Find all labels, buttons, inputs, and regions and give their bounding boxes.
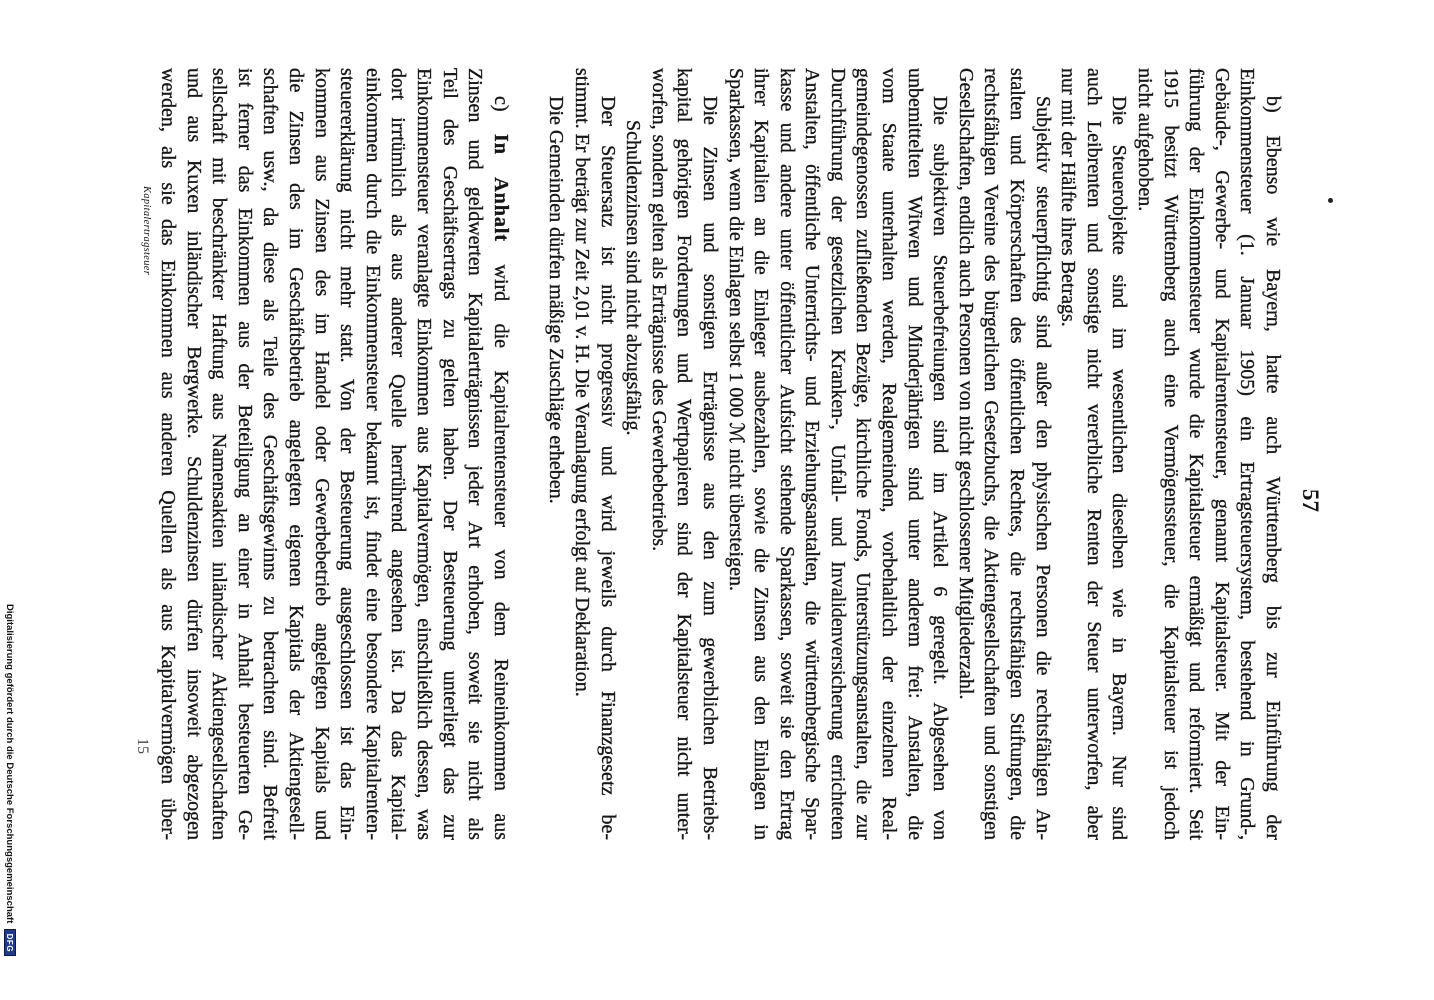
funding-note-text: Digitalisierung gefördert durch die Deutsche Forschungsgemeinschaft <box>4 604 15 924</box>
text-section <box>154 68 512 840</box>
text-line: Teil des Geschäftsertrags zu gelten haben. Der Besteuerung unterliegt das zur <box>438 68 461 840</box>
text-line: kommen aus Zinsen des im Handel oder Gewerbebetrieb angelegten Kapitals und <box>310 68 333 840</box>
text-line: Anstalten, öffentliche Unterrichts- und Erziehungsanstalten, die württembergische Spar- <box>801 68 824 840</box>
paragraph <box>722 68 952 840</box>
paragraph <box>154 68 512 840</box>
text-line: rechtsfähigen Vereine des bürgerlichen Gesetzbuchs, die Aktiengesellschaften und sonstigen <box>980 68 1003 840</box>
text-line: stalten und Körperschaften des öffentlichen Rechtes, die rechtsfähigen Stiftungen, die <box>1006 68 1029 840</box>
paragraph <box>568 68 619 840</box>
footer-page-number: 15 <box>134 738 151 754</box>
text-line: Einkommensteuer (1. Januar 1905) ein Ertragsteuersystem, bestehend in Grund-, <box>1236 68 1259 840</box>
text-segment: wird die Kapitalrentensteuer von dem Reineinkommen aus <box>489 242 512 841</box>
text-line: unbemittelten Witwen und Minderjährigen sind unter anderem frei: Anstalten, die <box>903 68 926 840</box>
text-line: Gebäude-, Gewerbe- und Kapitalrentensteuer, genannt Kapitalsteuer. Mit der Ein- <box>1210 68 1233 840</box>
funding-note <box>2 604 16 956</box>
text-line: Einkommensteuer veranlagte Einkommen aus Kapitalvermögen, einschließlich dessen, was <box>413 68 435 840</box>
text-line: dort irrtümlich als aus anderer Quelle herrührend angesehen ist. Da das Kapital- <box>387 68 410 840</box>
paragraph <box>543 68 569 840</box>
text-line: Subjektiv steuerpflichtig sind außer den physischen Personen die rechtsfähigen An- <box>1031 96 1054 840</box>
text-line: 1915 besitzt Württemberg auch eine Vermögenssteuer, die Kapitalsteuer ist jedoch <box>1159 68 1182 840</box>
text-line: kapital gehörigen Forderungen und Wertpapieren sind der Kapitalsteuer nicht unter- <box>673 68 696 840</box>
text-line: Die subjektiven Steuerbefreiungen sind im Artikel 6 geregelt. Abgesehen von <box>929 96 952 840</box>
text-line: werden, als sie das Einkommen aus anderen Quellen als aus Kapitalvermögen über- <box>157 68 180 840</box>
text-line: worfen, sondern gelten als Erträgnisse des Gewerbebetriebs. <box>647 68 670 552</box>
text-line: Durchführung der gesetzlichen Kranken-, Unfall- und Invalidenversicherung errichteten <box>826 68 849 840</box>
text-line: Die Zinsen und sonstigen Erträgnisse aus den zum gewerblichen Betriebs- <box>698 96 721 840</box>
text-line: Der Steuersatz ist nicht progressiv und wird jeweils durch Finanzgesetz be- <box>596 96 619 840</box>
text-line: nicht aufgehoben. <box>1134 68 1157 212</box>
text-line: Sparkassen, wenn die Einlagen selbst 1 000 ℳ nicht übersteigen. <box>724 68 747 591</box>
text-line <box>487 68 513 840</box>
paragraph <box>952 68 1054 840</box>
paragraph <box>1055 68 1132 840</box>
text-line: Die Gemeinden dürfen mäßige Zuschläge erheben. <box>545 96 568 504</box>
text-line: b) Ebenso wie Bayern, hatte auch Württemberg bis zur Einführung der <box>1262 96 1284 840</box>
text-line: Schuldenzinsen sind nicht abzugsfähig. <box>622 120 645 436</box>
text-line: stimmt. Er beträgt zur Zeit 2,01 v. H. Die Veranlagung erfolgt auf Deklaration. <box>570 68 593 697</box>
text-line: sellschaft mit beschränkter Haftung aus Namensaktien inländischer Aktiengesellschaften <box>208 68 231 840</box>
text-line: Gesellschaften, endlich auch Personen von nicht geschlossener Mitgliederzahl. <box>954 68 977 700</box>
text-section <box>543 68 1285 840</box>
dfg-logo <box>4 929 16 956</box>
text-line: die Zinsen des im Geschäftsbetrieb angelegten eigenen Kapitals der Aktiengesell- <box>285 68 308 840</box>
text-line: und aus Kuxen inländischer Bergwerke. Schuldenzinsen dürfen insoweit abgezogen <box>182 68 205 840</box>
paragraph <box>645 68 722 840</box>
dfg-logo-text: DFG <box>4 933 14 953</box>
text-line: Die Steuerobjekte sind im wesentlichen dieselben wie in Bayern. Nur sind <box>1108 96 1131 840</box>
text-line: ist ferner das Einkommen aus der Beteiligung an einer in Anhalt besteuerten Ge- <box>233 68 256 840</box>
paragraph <box>620 68 646 840</box>
text-line: einkommen durch die Einkommensteuer bekannt ist, findet eine besondere Kapitalrenten- <box>361 68 384 840</box>
text-line: kasse und andere unter öffentlicher Aufsicht stehende Sparkassen, soweit sie den Ertrag <box>775 68 798 840</box>
footer-label: Kapitalertragsteuer <box>141 186 152 276</box>
text-line: nur mit der Hälfte ihres Betrags. <box>1057 68 1080 327</box>
text-segment: c) <box>489 96 512 134</box>
body-text <box>154 68 1285 840</box>
text-line: schaften usw., da diese als Teile des Geschäftsgewinns zu betrachten sind. Befreit <box>259 68 282 840</box>
text-line: steuererklärung nicht mehr statt. Von der Besteuerung ausgeschlossen ist das Ein- <box>336 68 359 840</box>
text-line: führung der Einkommensteuer wurde die Kapitalsteuer ermäßigt und reformiert. Seit <box>1185 68 1208 840</box>
scan-speck <box>1328 198 1333 203</box>
text-line: gemeindegenossen zufließenden Bezüge, kirchliche Fonds, Unterstützungsanstalten, die zur <box>852 68 875 840</box>
emphasized-text: In Anhalt <box>489 133 512 243</box>
text-line: ihrer Kapitalien an die Einleger ausbezahlen, sowie die Zinsen aus den Einlagen in <box>750 68 773 840</box>
text-line: auch Leibrenten und sonstige nicht vererbliche Renten der Steuer unterworfen, aber <box>1082 68 1105 840</box>
page-number: 57 <box>1298 489 1323 512</box>
paragraph <box>1131 68 1285 840</box>
text-line: Zinsen und geldwerten Kapitalerträgnissen jeder Art erhoben, soweit sie nicht als <box>464 68 487 840</box>
text-line: vom Staate unterhalten werden, Realgemeinden, vorbehaltlich der einzelnen Real- <box>878 68 901 840</box>
